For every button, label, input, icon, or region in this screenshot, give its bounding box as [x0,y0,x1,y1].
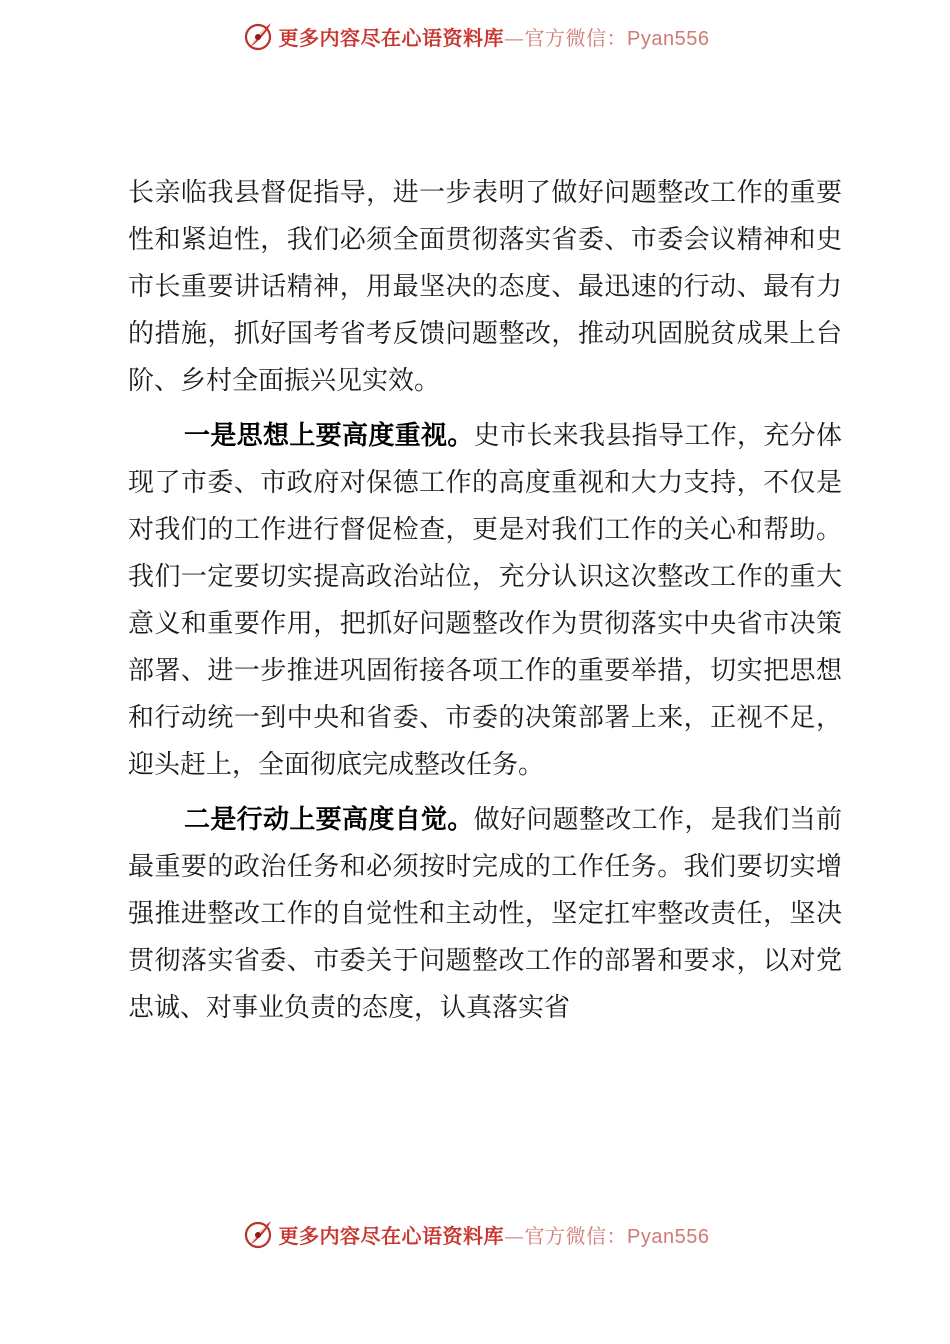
banner-lead: 更多内容尽在心语资料库 [278,1223,505,1248]
paragraph-3 [128,797,842,1032]
banner-tail: 官方微信： [524,1223,628,1248]
banner-dash: — [504,1223,525,1248]
paragraph-3-text: 做好问题整改工作，是我们当前最重要的政治任务和必须按时完成的工作任务。我们要切实增强推进整改工作的自觉性和主动性，坚定扛牢整改责任，坚决贯彻落实省委、市委关于问题整改工作的部署和要求，以对党忠诚、对事业负责的态度，认真落实省 [128,805,842,1023]
paragraph-1-text: 长亲临我县督促指导，进一步表明了做好问题整改工作的重要性和紧迫性，我们必须全面贯彻落实省委、市委会议精神和史市长重要讲话精神，用最坚决的态度、最迅速的行动、最有力的措施，抓好国考省考反馈问题整改，推动巩固脱贫成果上台阶、乡村全面振兴见实效。 [128,178,842,396]
banner-lead: 更多内容尽在心语资料库 [278,25,505,50]
document-body [128,170,842,1040]
paragraph-1 [128,170,842,405]
banner-tail: 官方微信： [524,25,628,50]
banner-wechat-id: Pyan556 [627,27,710,50]
banner-wechat-id: Pyan556 [627,1225,710,1248]
header-banner [0,16,950,56]
banner-dash: — [504,25,525,50]
feather-circle-logo-icon [241,19,275,53]
feather-circle-logo-icon [241,1217,275,1251]
footer-banner [0,1214,950,1254]
paragraph-2-text: 史市长来我县指导工作，充分体现了市委、市政府对保德工作的高度重视和大力支持，不仅是对我们的工作进行督促检查，更是对我们工作的关心和帮助。我们一定要切实提高政治站位，充分认识这次整改工作的重大意义和重要作用，把抓好问题整改作为贯彻落实中央省市决策部署、进一步推进巩固衔接各项工作的重要举措，切实把思想和行动统一到中央和省委、市委的决策部署上来，正视不足，迎头赶上，全面彻底完成整改任务。 [128,421,842,780]
banner-text [279,22,710,51]
paragraph-3-heading: 二是行动上要高度自觉。 [184,805,474,835]
banner-text [279,1220,710,1249]
paragraph-2-heading: 一是思想上要高度重视。 [184,421,474,451]
paragraph-2 [128,413,842,789]
